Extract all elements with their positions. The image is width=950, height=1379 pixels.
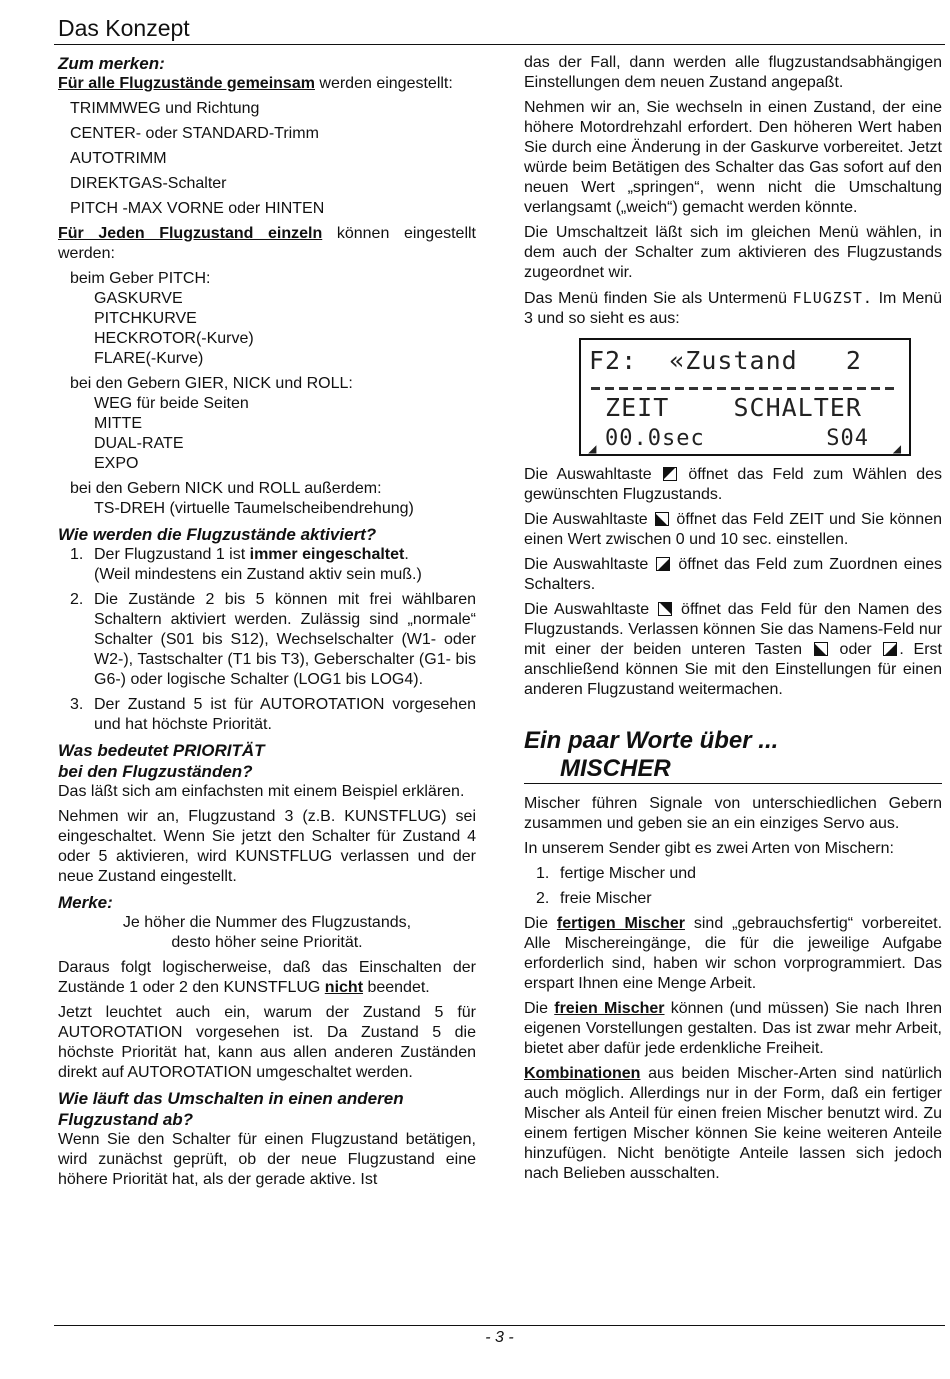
key-bottom-left-icon bbox=[814, 642, 828, 656]
paragraph-menu bbox=[524, 288, 942, 329]
list-item: CENTER- oder STANDARD-Trimm bbox=[70, 125, 319, 142]
paragraph: Nehmen wir an, Sie wechseln in einen Zustand, der eine höhere Motordrehzahl erfordert. Den höheren Wert haben Sie durch eine Änderung in der Gaskurve vorbereitet. Jetzt würde beim Betätigen des Schalter das Gas sofort auf den neuen Wert „springen“, wenn nicht die Umschaltung verlangsamt („weich“) gemacht werden könnte. bbox=[524, 99, 942, 216]
text-fragment: sind „gebrauchsfertig“ vorbereitet. Alle Mischereingänge, die für die jeweilige Aufgabe erforderlich sind, haben wir schon vorprogrammiert. Das erspart Ihnen eine Menge Arbeit. bbox=[524, 915, 943, 992]
list-number: 2. bbox=[536, 890, 550, 907]
list-item: PITCHKURVE bbox=[94, 310, 197, 327]
underlined-kombinationen: Kombinationen bbox=[524, 1065, 641, 1082]
bold-text: immer eingeschaltet bbox=[249, 546, 405, 563]
display-switch-value: S04 bbox=[826, 426, 869, 451]
list-item: EXPO bbox=[94, 455, 139, 472]
heading-merke: Merke: bbox=[58, 893, 113, 912]
list-alle bbox=[58, 99, 476, 219]
left-column bbox=[58, 53, 476, 1195]
list-item: DIREKTGAS-Schalter bbox=[70, 175, 227, 192]
text-fragment: (Weil mindestens ein Zustand aktiv sein muß.) bbox=[94, 566, 422, 583]
paragraph: Mischer führen Signale von unterschiedlichen Gebern zusammen und geben sie an ein einziges Servo aus. bbox=[524, 795, 942, 832]
paragraph-key-top-right bbox=[524, 600, 942, 700]
footer-rule bbox=[54, 1325, 945, 1326]
list-text: Die Zustände 2 bis 5 können mit frei wählbaren Schaltern aktiviert werden. Zulässig sind „normale“ Schalter (S01 bis S12), Wechselschalter (W1- oder W2-), Tastschalter (T1 bis T3), Geberschalter (G1- bis G6-) oder logische Schalter (LOG1 bis LOG4). bbox=[94, 591, 476, 688]
paragraph-key-bottom-left bbox=[524, 510, 942, 550]
display-line-1: F2: «Zustand 2 bbox=[589, 346, 862, 375]
text-fragment: . Erst anschließend können Sie mit den Einstellungen für einen anderen Flugzustand weitermachen. bbox=[524, 641, 942, 698]
list-text: freie Mischer bbox=[560, 890, 652, 907]
text-fragment: öffnet das Feld zum Wählen des gewünschten Flugzustands. bbox=[524, 466, 942, 503]
text-fragment: Die bbox=[524, 915, 557, 932]
bottom-right-corner-icon: ◢ bbox=[892, 441, 901, 457]
list-item: HECKROTOR(-Kurve) bbox=[94, 330, 254, 347]
list-item: PITCH -MAX VORNE oder HINTEN bbox=[70, 200, 325, 217]
section-title-2: MISCHER bbox=[560, 755, 671, 782]
page-number: - 3 - bbox=[485, 1329, 514, 1346]
text-fragment: oder bbox=[839, 641, 882, 658]
section-rule bbox=[524, 783, 942, 784]
text-fragment: Der Flugzustand 1 ist bbox=[94, 546, 250, 563]
paragraph: Nehmen wir an, Flugzustand 3 (z.B. KUNSTFLUG) sei eingeschaltet. Wenn Sie jetzt den Schalter für Zustand 4 oder 5 aktivieren, wird KUNSTFLUG verlassen und der neue Zustand eingestellt. bbox=[58, 808, 476, 885]
text-fragment: Die Auswahltaste bbox=[524, 601, 657, 618]
heading-prioritaet-1: Was bedeutet PRIORITÄT bbox=[58, 741, 265, 760]
paragraph-key-top-left bbox=[524, 465, 942, 505]
list-item: WEG für beide Seiten bbox=[94, 395, 249, 412]
list-number: 1. bbox=[536, 865, 550, 882]
list-number: 1. bbox=[70, 546, 84, 563]
paragraph-frei bbox=[524, 999, 942, 1059]
list-item bbox=[58, 695, 476, 735]
paragraph-kombi bbox=[524, 1064, 942, 1184]
heading-prioritaet-2: bei den Flugzuständen? bbox=[58, 762, 253, 781]
page-header-title: Das Konzept bbox=[58, 15, 190, 41]
key-bottom-left-icon bbox=[655, 512, 669, 526]
heading-ablauf-2: Flugzustand ab? bbox=[58, 1110, 194, 1129]
paragraph-daraus bbox=[58, 958, 476, 998]
underlined-alle: Für alle Flugzustände gemeinsam bbox=[58, 75, 315, 92]
display-dashed-line bbox=[591, 387, 897, 390]
merke-line-1: Je höher die Nummer des Flugzustands, bbox=[122, 914, 412, 931]
underlined-freien-mischer: freien Mischer bbox=[554, 1000, 665, 1017]
text-fragment: Die bbox=[524, 1000, 555, 1017]
text-fragment: Im Menü 3 und so sieht es aus: bbox=[524, 290, 943, 327]
list-arten bbox=[524, 864, 942, 909]
list-item: TRIMMWEG und Richtung bbox=[70, 100, 260, 117]
list-item: AUTOTRIMM bbox=[70, 150, 167, 167]
list-item: GASKURVE bbox=[94, 290, 183, 307]
text-fragment: öffnet das Feld für den Namen des Flugzustands. Verlassen können Sie das Namens-Feld nur mit einer der beiden unteren Tasten bbox=[524, 601, 942, 658]
key-top-right-icon bbox=[658, 602, 672, 616]
list-aktiviert bbox=[58, 545, 476, 735]
list-item: MITTE bbox=[94, 415, 142, 432]
text-alle-rest: werden eingestellt: bbox=[314, 75, 453, 92]
nick-head: bei den Gebern NICK und ROLL außerdem: bbox=[70, 480, 382, 497]
key-bottom-right-icon bbox=[656, 557, 670, 571]
pitch-head: beim Geber PITCH: bbox=[70, 270, 211, 287]
text-fragment: Die Auswahltaste bbox=[524, 556, 655, 573]
list-item bbox=[524, 864, 942, 884]
text-fragment: können (und müssen) Sie nach Ihren eigenen Vorstellungen gestalten. Das ist zwar mehr Arbeit, bietet aber dafür jede erdenkliche Freiheit. bbox=[524, 1000, 943, 1057]
underlined-nicht: nicht bbox=[324, 979, 364, 996]
paragraph-key-bottom-right bbox=[524, 555, 942, 595]
paragraph-alle bbox=[58, 74, 476, 94]
text-fragment: Die Auswahltaste bbox=[524, 511, 654, 528]
heading-zum-merken: Zum merken: bbox=[58, 54, 165, 73]
underlined-jeden: Für Jeden Flugzustand einzeln bbox=[58, 225, 323, 242]
section-title-1: Ein paar Worte über ... bbox=[524, 727, 779, 754]
menu-name: FLUGZST. bbox=[792, 289, 873, 307]
list-item bbox=[58, 545, 476, 585]
text-fragment: öffnet das Feld ZEIT und Sie können einen Wert zwischen 0 und 10 sec. einstellen. bbox=[524, 511, 943, 548]
text-fragment: . bbox=[404, 546, 409, 563]
display-line-3: ZEIT SCHALTER bbox=[589, 393, 862, 422]
display-time-value: 00.0sec bbox=[605, 426, 705, 451]
heading-aktiviert: Wie werden die Flugzustände aktiviert? bbox=[58, 525, 377, 544]
list-item: FLARE(-Kurve) bbox=[94, 350, 204, 367]
gier-head: bei den Gebern GIER, NICK und ROLL: bbox=[70, 375, 353, 392]
right-column bbox=[524, 53, 942, 1189]
underlined-fertigen-mischer: fertigen Mischer bbox=[556, 915, 685, 932]
paragraph-fertig bbox=[524, 914, 942, 994]
heading-ablauf-1: Wie läuft das Umschalten in einen anderen bbox=[58, 1089, 404, 1108]
merke-line-2: desto höher seine Priorität. bbox=[171, 934, 363, 951]
list-number: 3. bbox=[70, 696, 84, 713]
list-item: TS-DREH (virtuelle Taumelscheibendrehung) bbox=[94, 500, 414, 517]
lcd-display bbox=[579, 338, 911, 456]
list-item bbox=[58, 590, 476, 690]
list-text: fertige Mischer und bbox=[560, 865, 697, 882]
list-item: DUAL-RATE bbox=[94, 435, 184, 452]
list-item bbox=[524, 889, 942, 909]
list-text: Der Zustand 5 ist für AUTOROTATION vorgesehen und hat höchste Priorität. bbox=[94, 696, 476, 733]
list-number: 2. bbox=[70, 591, 84, 608]
header-rule bbox=[54, 44, 945, 45]
text-jeden-rest: können eingestellt werden: bbox=[58, 225, 477, 262]
paragraph-jeden bbox=[58, 224, 476, 264]
paragraph: Wenn Sie den Schalter für einen Flugzustand betätigen, wird zunächst geprüft, ob der neue Flugzustand eine höhere Priorität hat, als der gerade aktive. Ist bbox=[58, 1131, 476, 1188]
text-fragment: öffnet das Feld zum Zuordnen eines Schalters. bbox=[524, 556, 942, 593]
paragraph: In unserem Sender gibt es zwei Arten von Mischern: bbox=[524, 840, 894, 857]
text-fragment: Das Menü finden Sie als Untermenü bbox=[524, 290, 793, 307]
key-top-left-icon bbox=[663, 467, 677, 481]
text-fragment: Daraus folgt logischerweise, daß das Einschalten der Zustände 1 oder 2 den KUNSTFLUG bbox=[58, 959, 476, 996]
text-fragment: Die Auswahltaste bbox=[524, 466, 661, 483]
text-fragment: beendet. bbox=[363, 979, 430, 996]
paragraph: Das läßt sich am einfachsten mit einem Beispiel erklären. bbox=[58, 783, 465, 800]
paragraph: das der Fall, dann werden alle flugzustandsabhängigen Einstellungen dem neuen Zustand angepaßt. bbox=[524, 54, 942, 91]
paragraph: Die Umschaltzeit läßt sich im gleichen Menü wählen, in dem auch der Schalter zum aktivieren des Flugzustands zugeordnet wir. bbox=[524, 224, 942, 281]
paragraph: Jetzt leuchtet auch ein, warum der Zustand 5 für AUTOROTATION vorgesehen ist. Da Zustand 5 die höchste Priorität hat, kann aus allen anderen Zuständen direkt auf AUTOROTATION umgeschaltet werden. bbox=[58, 1004, 476, 1081]
text-fragment: aus beiden Mischer-Arten sind natürlich auch möglich. Allerdings nur in der Form, daß ein fertiger Mischer als Anteil für einen freien Mischer benutzt wird. Zu einem fertigen Mischer können Sie keine weiteren Anteile hinzufügen. Nicht benötigte Anteile lassen sich jedoch nach Belieben ausschalten. bbox=[524, 1065, 942, 1182]
key-bottom-right-icon bbox=[883, 642, 897, 656]
bottom-left-corner-icon: ◢ bbox=[588, 441, 597, 457]
